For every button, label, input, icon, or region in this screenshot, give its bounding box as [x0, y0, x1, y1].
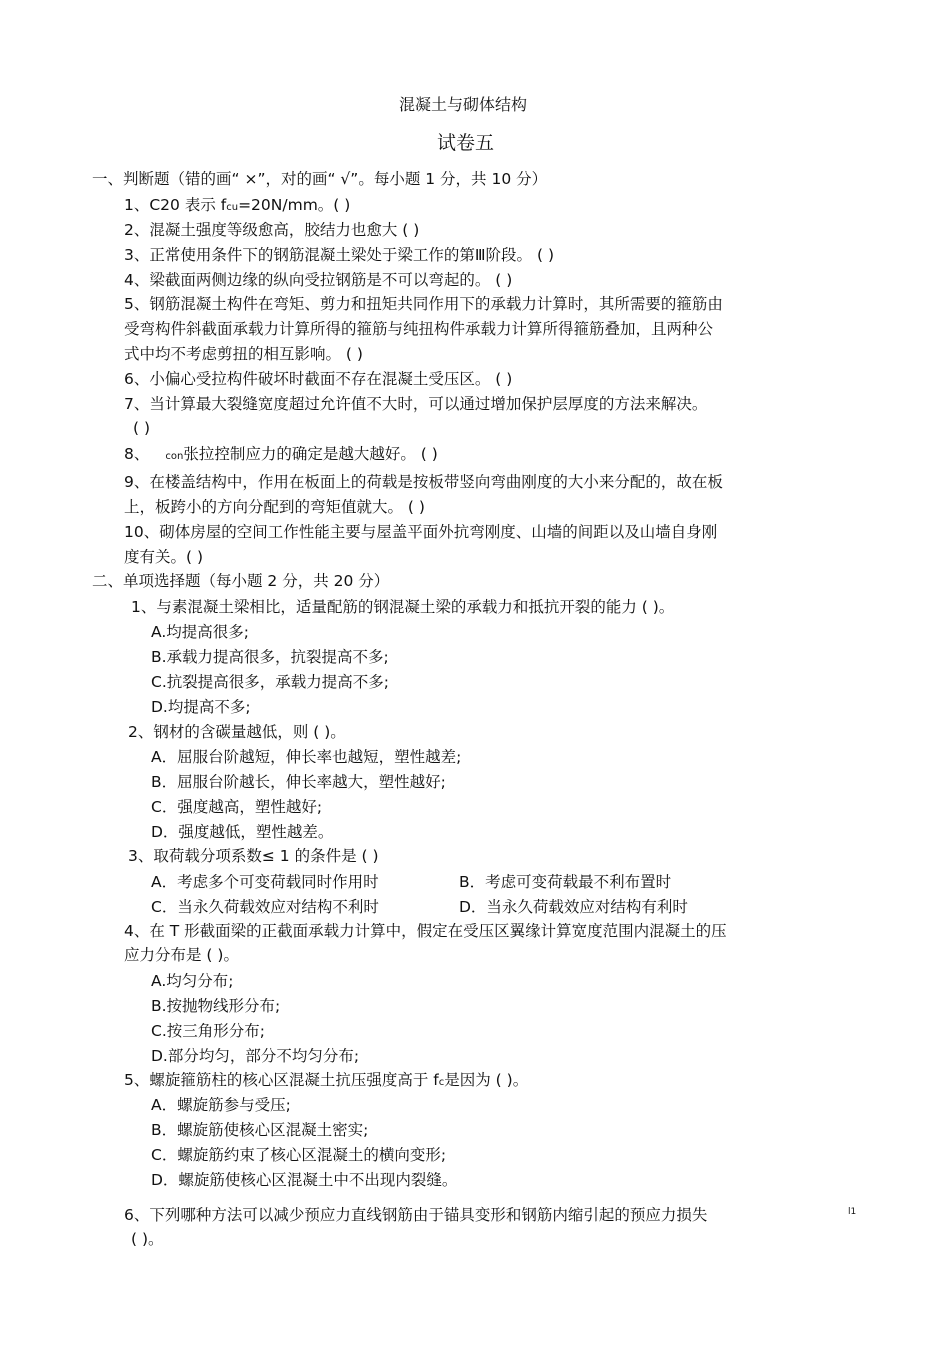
section1-heading: 一、判断题（错的画“ ×”，对的画“ √”。每小题 1 分，共 10 分） [92, 170, 548, 188]
s2-q1-option-c: C.抗裂提高很多，承载力提高不多; [151, 673, 389, 691]
s2-question-6-line1: 6、下列哪种方法可以减少预应力直线钢筋由于锚具变形和钢筋内缩引起的预应力损失 [124, 1206, 708, 1224]
document-title: 混凝土与砌体结构 [399, 95, 528, 114]
s2-q4-option-d: D.部分均匀，部分不均匀分布; [151, 1047, 360, 1065]
s2-q3-option-d: D．当永久荷载效应对结构有利时 [459, 898, 688, 916]
s2-q2-option-b: B．屈服台阶越长，伸长率越大，塑性越好; [151, 773, 446, 791]
s2-question-1: 1、与素混凝土梁相比，适量配筋的钢混凝土梁的承载力和抵抗开裂的能力 ( )。 [131, 598, 675, 616]
s2-q4-option-a: A.均匀分布; [151, 972, 234, 990]
s1-q1-post: =20N/mm。( ) [238, 196, 351, 214]
s2-question-2: 2、钢材的含碳量越低，则 ( )。 [128, 723, 346, 741]
s2-q5-option-d: D．螺旋筋使核心区混凝土中不出现内裂缝。 [151, 1171, 458, 1189]
s2-q1-option-a: A.均提高很多; [151, 623, 249, 641]
s1-q8-post: 张拉控制应力的确定是越大越好。 ( ) [183, 445, 438, 463]
section2-heading: 二、单项选择题（每小题 2 分，共 20 分） [92, 572, 390, 590]
s1-q1-sub: cu [226, 202, 239, 213]
s1-question-9-line2: 上，板跨小的方向分配到的弯矩值就大。 ( ) [124, 498, 425, 516]
s1-question-2: 2、混凝土强度等级愈高，胶结力也愈大 ( ) [124, 221, 420, 239]
s2-q3-option-b: B．考虑可变荷载最不利布置时 [459, 873, 672, 891]
s2-q5-sub: c [438, 1077, 445, 1088]
s1-question-5-line2: 受弯构件斜截面承载力计算所得的箍筋与纯扭构件承载力计算所得箍筋叠加，且两种公 [124, 320, 714, 338]
s1-question-7-line1: 7、当计算最大裂缝宽度超过允许值不大时，可以通过增加保护层厚度的方法来解决。 [124, 395, 708, 413]
s2-q3-option-c: C．当永久荷载效应对结构不利时 [151, 898, 379, 916]
s1-question-10-line2: 度有关。( ) [124, 548, 204, 566]
s1-q1-pre: 1、C20 表示 f [124, 196, 227, 214]
s2-question-5 [124, 1073, 528, 1089]
s2-q5-pre: 5、螺旋箍筋柱的核心区混凝土抗压强度高于 f [124, 1071, 439, 1089]
s2-q1-option-d: D.均提高不多; [151, 698, 251, 716]
s1-question-9-line1: 9、在楼盖结构中，作用在板面上的荷载是按板带竖向弯曲刚度的大小来分配的，故在板 [124, 473, 723, 491]
s1-question-5-line1: 5、钢筋混凝土构件在弯矩、剪力和扭矩共同作用下的承载力计算时，其所需要的箍筋由 [124, 295, 723, 313]
s2-question-3: 3、取荷载分项系数≤ 1 的条件是 ( ) [128, 847, 379, 865]
s2-q5-option-a: A．螺旋筋参与受压; [151, 1096, 291, 1114]
s2-q2-option-c: C．强度越高，塑性越好; [151, 798, 323, 816]
document-subtitle: 试卷五 [437, 132, 495, 154]
s2-q4-option-b: B.按抛物线形分布; [151, 997, 281, 1015]
s1-question-10-line1: 10、砌体房屋的空间工作性能主要与屋盖平面外抗弯刚度、山墙的间距以及山墙自身刚 [124, 523, 718, 541]
s1-question-5-line3: 式中均不考虑剪扭的相互影响。 ( ) [124, 345, 363, 363]
s1-question-3: 3、正常使用条件下的钢筋混凝土梁处于梁工作的第Ⅲ阶段。 ( ) [124, 246, 554, 264]
s2-q1-option-b: B.承载力提高很多，抗裂提高不多; [151, 648, 389, 666]
s2-q2-option-a: A．屈服台阶越短，伸长率也越短，塑性越差; [151, 748, 462, 766]
s2-q6-loss-mark: l1 [848, 1207, 857, 1217]
s1-question-6: 6、小偏心受拉构件破坏时截面不存在混凝土受压区。 ( ) [124, 370, 513, 388]
s2-q5-option-c: C．螺旋筋约束了核心区混凝土的横向变形; [151, 1146, 447, 1164]
s2-q5-option-b: B．螺旋筋使核心区混凝土密实; [151, 1121, 369, 1139]
s1-question-7-line2: ( ) [133, 419, 151, 437]
s2-question-4-line1: 4、在 T 形截面梁的正截面承载力计算中，假定在受压区翼缘计算宽度范围内混凝土的压 [124, 922, 727, 940]
s2-q2-option-d: D．强度越低，塑性越差。 [151, 823, 334, 841]
s1-question-4: 4、梁截面两侧边缘的纵向受拉钢筋是不可以弯起的。 ( ) [124, 271, 513, 289]
s2-question-4-line2: 应力分布是 ( )。 [124, 946, 239, 964]
s2-q4-option-c: C.按三角形分布; [151, 1022, 265, 1040]
s2-question-6-line2: ( )。 [131, 1230, 164, 1248]
s2-q3-option-a: A．考虑多个可变荷载同时作用时 [151, 873, 379, 891]
s2-q5-post: 是因为 ( )。 [444, 1071, 529, 1089]
s1-q8-pre: 8、 [124, 445, 150, 463]
s1-question-8 [124, 447, 438, 463]
s1-q8-sub: con [165, 451, 184, 462]
s1-question-1 [124, 198, 350, 214]
